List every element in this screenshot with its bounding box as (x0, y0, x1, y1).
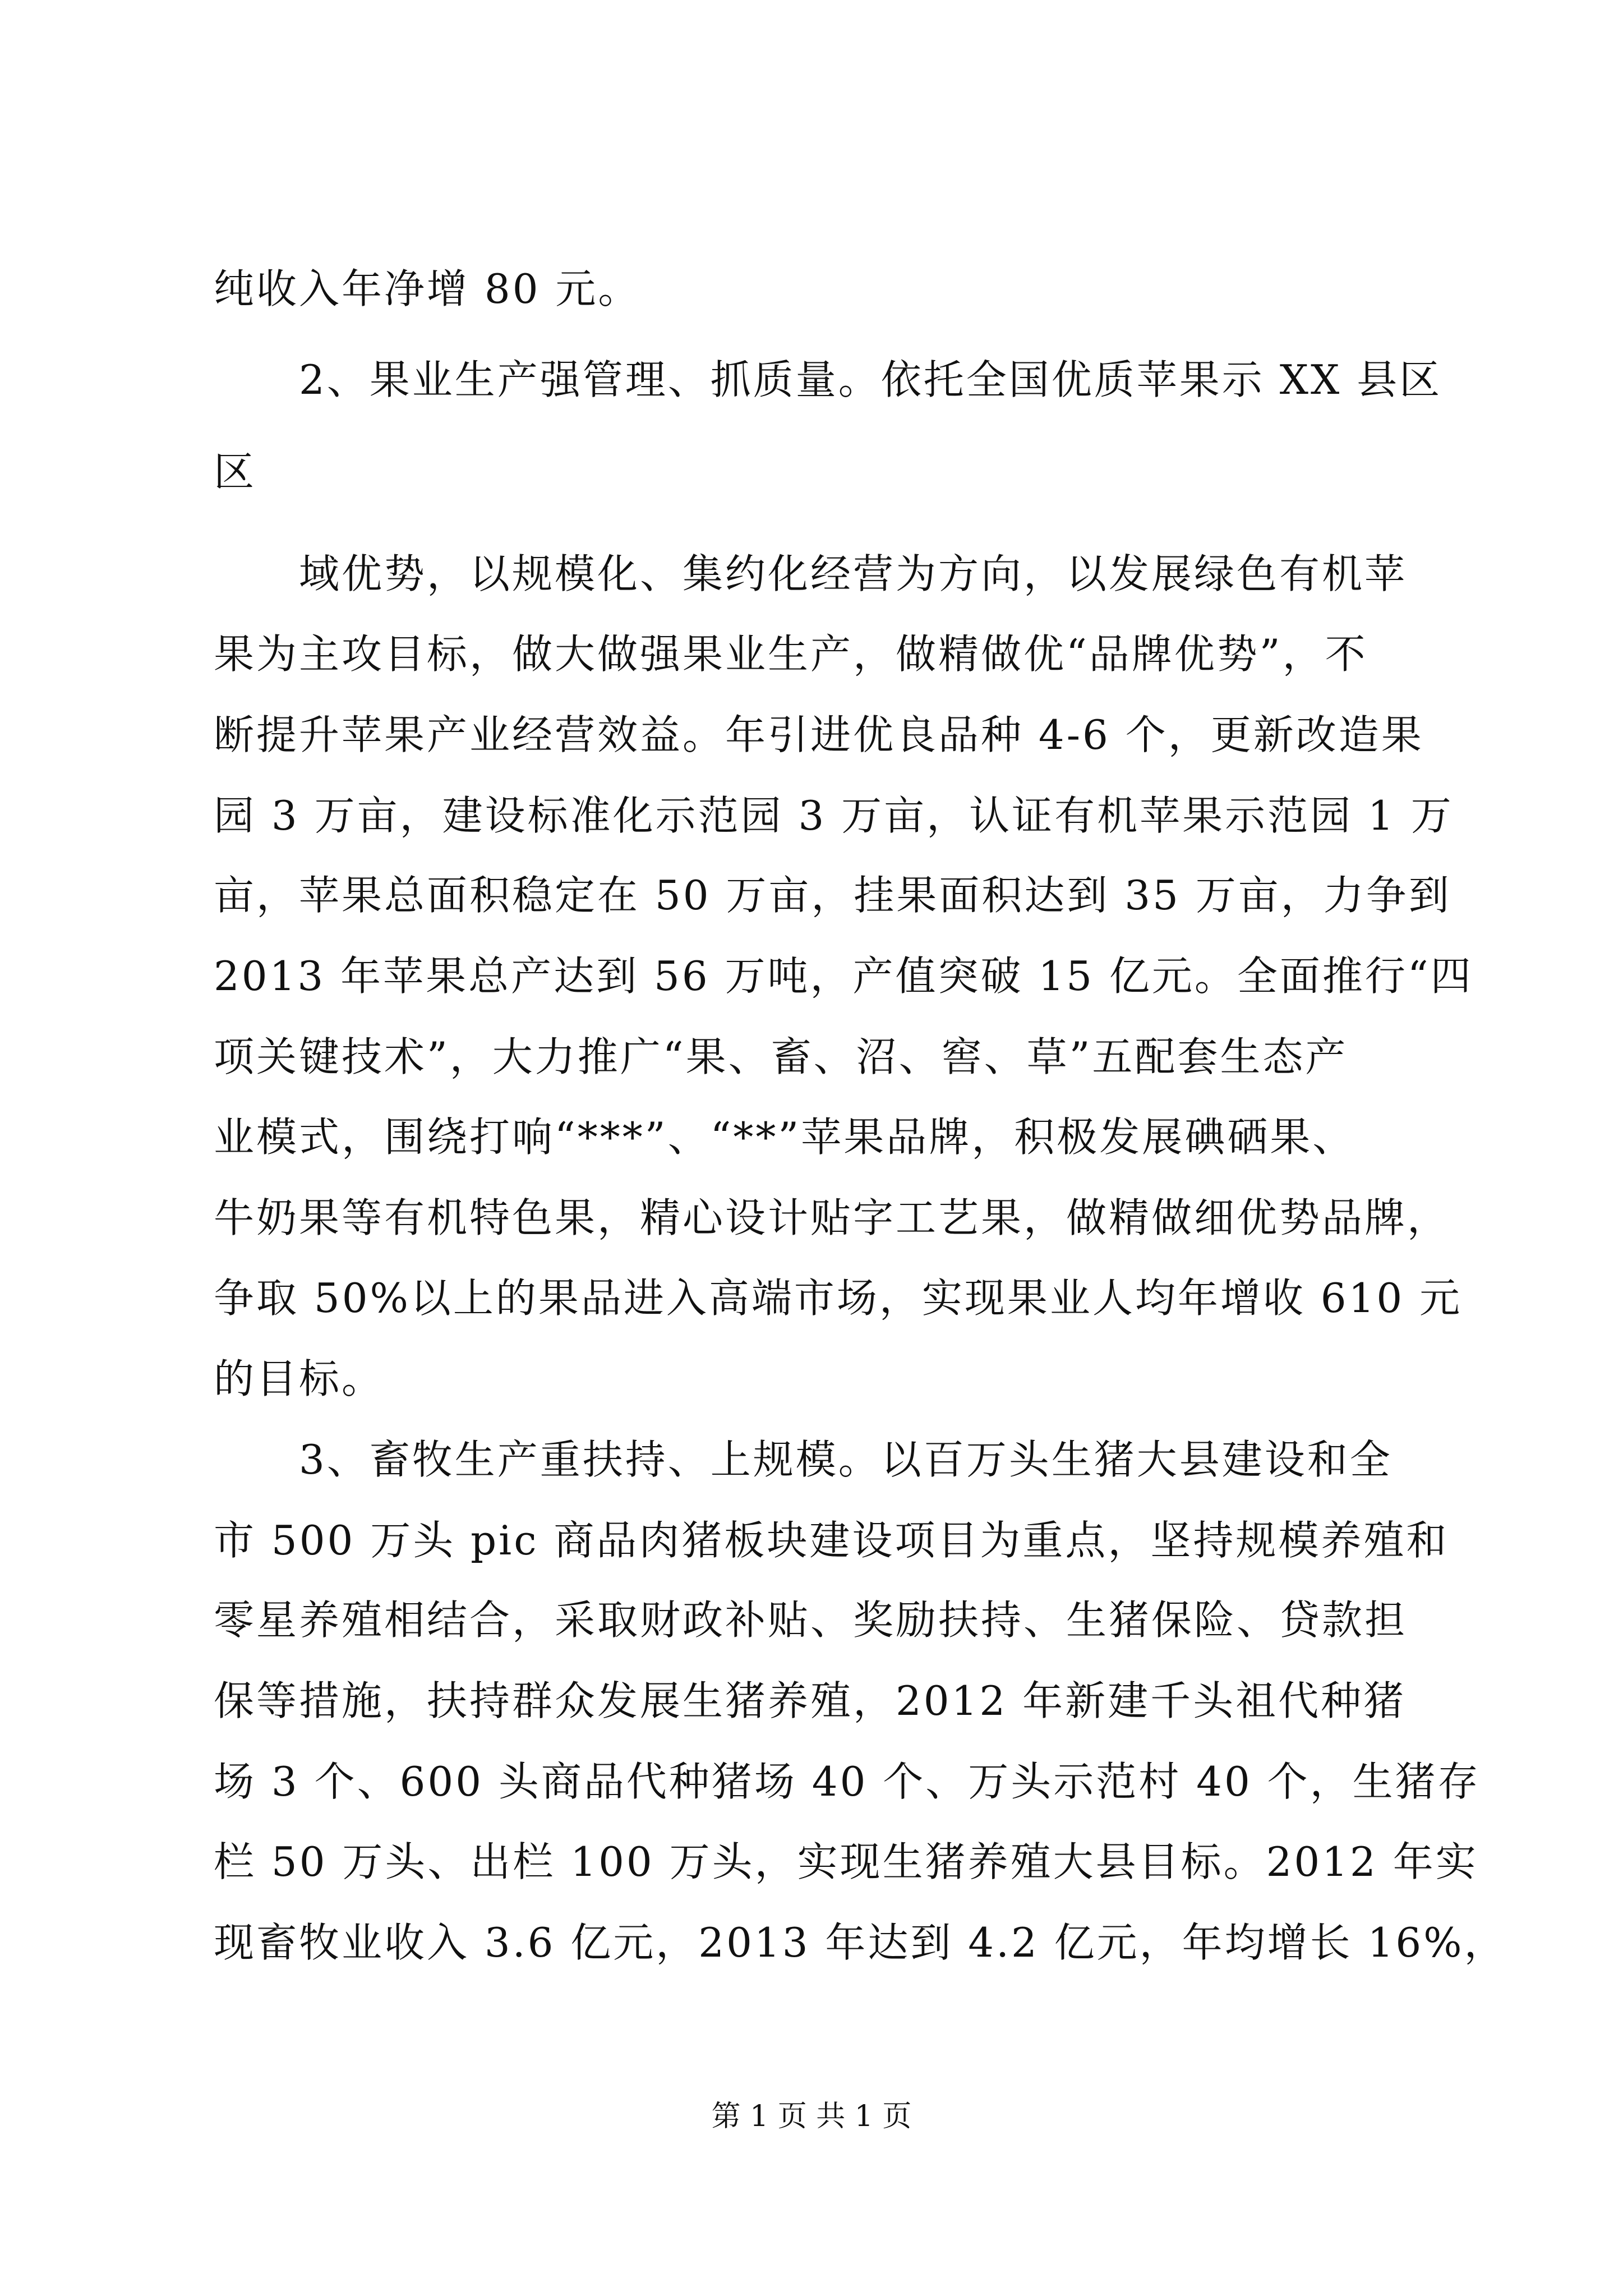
text-line: 2013 年苹果总产达到 56 万吨，产值突破 15 亿元。全面推行“四 (214, 953, 1473, 1000)
text-line: 市 500 万头 pic 商品肉猪板块建设项目为重点，坚持规模养殖和 (214, 1517, 1449, 1564)
text-line: 争取 50%以上的果品进入高端市场，实现果业人均年增收 610 元 (214, 1274, 1463, 1322)
text-line: 零星养殖相结合，采取财政补贴、奖励扶持、生猪保险、贷款担 (214, 1596, 1408, 1644)
text-line: 保等措施，扶持群众发展生猪养殖，2012 年新建千头祖代种猪 (214, 1677, 1407, 1724)
text-line: 3、畜牧生产重扶持、上规模。以百万头生猪大县建设和全 (299, 1436, 1393, 1483)
page-footer: 第 1 页 共 1 页 (711, 2100, 912, 2133)
text-line: 项关键技术”，大力推广“果、畜、沼、窖、草”五配套生态产 (214, 1033, 1348, 1080)
text-line: 园 3 万亩，建设标准化示范园 3 万亩，认证有机苹果示范园 1 万 (214, 792, 1454, 839)
text-line: 场 3 个、600 头商品代种猪场 40 个、万头示范村 40 个，生猪存 (214, 1758, 1481, 1805)
text-line: 域优势，以规模化、集约化经营为方向，以发展绿色有机苹 (299, 550, 1408, 597)
text-line: 亩，苹果总面积稳定在 50 万亩，挂果面积达到 35 万亩，力争到 (214, 872, 1451, 919)
text-line: 现畜牧业收入 3.6 亿元，2013 年达到 4.2 亿元，年均增长 16%， (214, 1919, 1507, 1966)
text-line: 区 (214, 448, 257, 495)
text-line: 2、果业生产强管理、抓质量。依托全国优质苹果示 XX 县区 (299, 356, 1442, 403)
text-line: 牛奶果等有机特色果，精心设计贴字工艺果，做精做细优势品牌， (214, 1194, 1450, 1241)
text-line: 果为主攻目标，做大做强果业生产，做精做优“品牌优势”，不 (214, 631, 1368, 678)
text-line: 栏 50 万头、出栏 100 万头，实现生猪养殖大县目标。2012 年实 (214, 1838, 1478, 1885)
text-line: 纯收入年净增 80 元。 (214, 265, 641, 312)
text-line: 断提升苹果产业经营效益。年引进优良品种 4-6 个，更新改造果 (214, 711, 1424, 758)
text-line: 的目标。 (214, 1355, 385, 1402)
text-line: 业模式，围绕打响“***”、“**”苹果品牌，积极发展碘硒果、 (214, 1114, 1355, 1161)
